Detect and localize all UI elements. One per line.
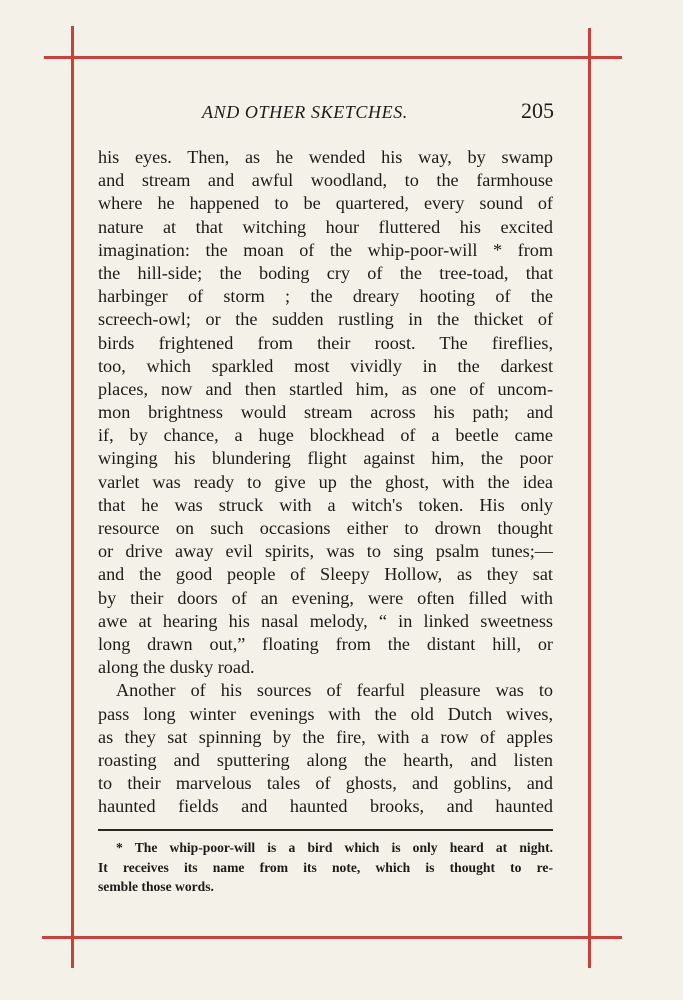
text-line: varlet was ready to give up the ghost, with the idea <box>98 471 553 492</box>
text-line: the hill-side; the boding cry of the tree-toad, that <box>98 262 553 283</box>
border-rule-right <box>588 28 591 968</box>
text-line: nature at that witching hour fluttered his excited <box>98 216 553 237</box>
text-line: as they sat spinning by the fire, with a row of apples <box>98 726 553 747</box>
page-number: 205 <box>521 98 554 123</box>
text-line: that he was struck with a witch's token. His only <box>98 494 553 515</box>
text-line-paragraph-end: along the dusky road. <box>98 657 255 678</box>
text-line: awe at hearing his nasal melody, “ in linked sweetness <box>98 610 553 631</box>
text-line: by their doors of an evening, were often filled with <box>98 587 553 608</box>
text-line: harbinger of storm ; the dreary hooting of the <box>98 286 553 307</box>
text-line: haunted fields and haunted brooks, and haunted <box>98 796 553 817</box>
text-line: where he happened to be quartered, every sound of <box>98 193 553 214</box>
text-line: resource on such occasions either to drown thought <box>98 518 553 538</box>
border-rule-top <box>44 56 622 59</box>
footnote-line: semble those words. <box>98 879 214 894</box>
text-line: mon brightness would stream across his path; and <box>98 402 553 423</box>
text-line: if, by chance, a huge blockhead of a beetle came <box>98 425 553 446</box>
text-line-paragraph-start: Another of his sources of fearful pleasure was to <box>116 680 553 701</box>
footnote-line: It receives its name from its note, which is thought to re- <box>98 859 553 875</box>
text-line: too, which sparkled most vividly in the darkest <box>98 355 553 376</box>
text-line: places, now and then startled him, as one of uncom- <box>98 378 553 399</box>
running-head: AND OTHER SKETCHES. <box>202 102 408 122</box>
body-text <box>98 146 553 818</box>
border-rule-bottom <box>42 936 622 939</box>
text-line: birds frightened from their roost. The fireflies, <box>98 332 553 353</box>
text-line: and the good people of Sleepy Hollow, as they sat <box>98 564 553 585</box>
text-line: imagination: the moan of the whip-poor-will * from <box>98 239 553 260</box>
text-line: winging his blundering flight against him, the poor <box>98 448 553 469</box>
text-line: or drive away evil spirits, was to sing psalm tunes;— <box>98 541 553 562</box>
text-line: his eyes. Then, as he wended his way, by swamp <box>98 147 553 167</box>
footnote-divider <box>98 829 553 831</box>
footnote <box>98 838 553 897</box>
text-line: pass long winter evenings with the old Dutch wives, <box>98 703 553 724</box>
border-rule-left <box>71 26 74 968</box>
text-line: and stream and awful woodland, to the farmhouse <box>98 170 553 191</box>
text-line: roasting and sputtering along the hearth, and listen <box>98 749 553 770</box>
text-line: long drawn out,” floating from the distant hill, or <box>98 633 553 654</box>
footnote-line: * The whip-poor-will is a bird which is only heard at night. <box>116 840 553 855</box>
text-line: to their marvelous tales of ghosts, and goblins, and <box>98 773 553 794</box>
text-line: screech-owl; or the sudden rustling in the thicket of <box>98 309 553 330</box>
page-header <box>98 98 556 128</box>
